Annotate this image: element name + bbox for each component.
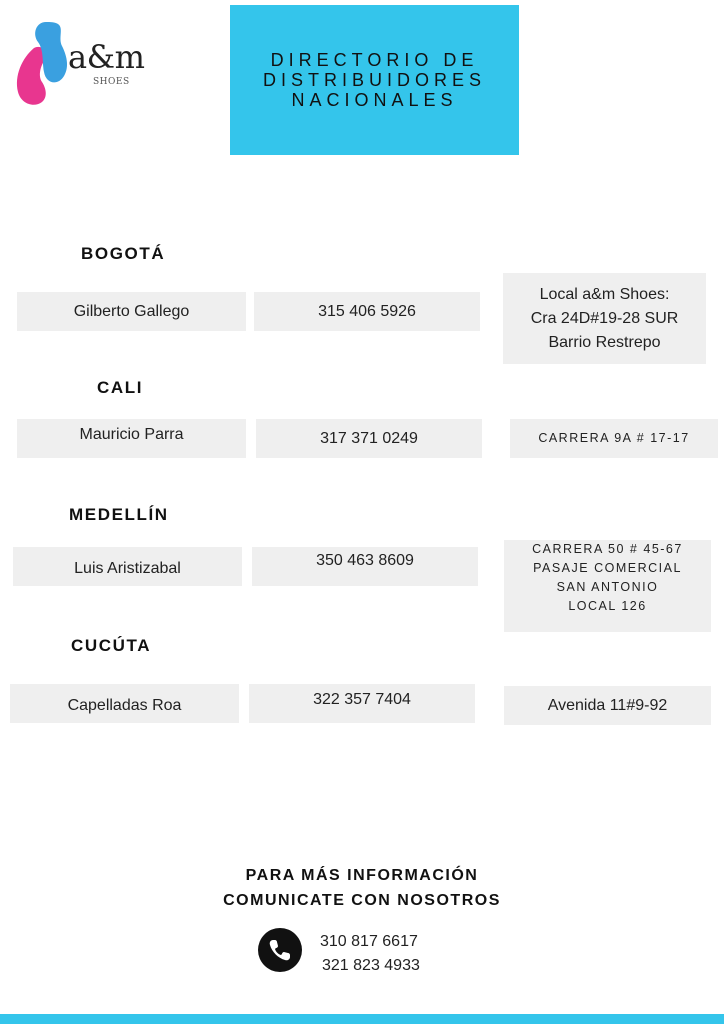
contact-phone-1: 310 817 6617 [320, 933, 418, 950]
distributor-name-text: Capelladas Roa [67, 696, 182, 714]
title-line-1: DIRECTORIO DE [270, 50, 479, 70]
brand-sub: SHOES [93, 77, 130, 87]
distributor-name-text: Luis Aristizabal [74, 559, 181, 577]
city-heading-cali: CALI [97, 378, 144, 397]
logo-pink-shape [17, 47, 46, 105]
address-line: Avenida 11#9-92 [547, 696, 668, 714]
address-line: PASAJE COMERCIAL [533, 561, 682, 575]
phone-icon [258, 928, 302, 972]
distributor-phone-cali [256, 419, 482, 458]
bottom-accent-bar [0, 1014, 724, 1024]
address-line: Barrio Restrepo [548, 333, 661, 351]
page-title [263, 50, 486, 110]
distributor-address-bogota [503, 273, 706, 364]
contact-phone-2: 321 823 4933 [322, 957, 420, 974]
footer-line-2: COMUNICATE CON NOSOTROS [223, 892, 501, 909]
address-line: SAN ANTONIO [556, 580, 659, 594]
distributor-name-text: Gilberto Gallego [73, 302, 190, 320]
title-line-3: NACIONALES [291, 90, 458, 110]
address-line: Cra 24D#19-28 SUR [530, 309, 679, 327]
distributor-phone-medellin [252, 547, 478, 586]
distributor-phone-text: 317 371 0249 [320, 429, 418, 447]
distributor-address-cucuta [504, 686, 711, 725]
contact-phones [320, 930, 420, 978]
distributor-phone-text: 315 406 5926 [318, 302, 416, 320]
distributor-name-cucuta [10, 684, 239, 723]
distributor-name-bogota [17, 292, 246, 331]
footer-line-1: PARA MÁS INFORMACIÓN [245, 867, 479, 884]
distributor-name-medellin [13, 547, 242, 586]
distributor-phone-text: 322 357 7404 [313, 690, 411, 708]
distributor-name-cali [17, 419, 246, 458]
city-heading-bogota: BOGOTÁ [81, 244, 166, 263]
address-line: CARRERA 9A # 17-17 [538, 431, 690, 445]
title-line-2: DISTRIBUIDORES [262, 70, 487, 90]
distributor-phone-bogota [254, 292, 480, 331]
title-box [230, 5, 519, 155]
address-line: Local a&m Shoes: [539, 285, 670, 303]
distributor-phone-cucuta [249, 684, 475, 723]
distributor-address-cali [510, 419, 718, 458]
address-line: LOCAL 126 [568, 599, 647, 613]
city-heading-medellin: MEDELLÍN [69, 505, 169, 524]
brand-name: a&m [68, 38, 145, 76]
distributor-name-text: Mauricio Parra [79, 425, 184, 443]
distributor-phone-text: 350 463 8609 [316, 551, 414, 569]
distributor-address-medellin [504, 540, 711, 632]
phone-handset-icon [258, 928, 302, 972]
address-line: CARRERA 50 # 45-67 [532, 542, 683, 556]
city-heading-cucuta: CUCÚTA [71, 636, 152, 655]
